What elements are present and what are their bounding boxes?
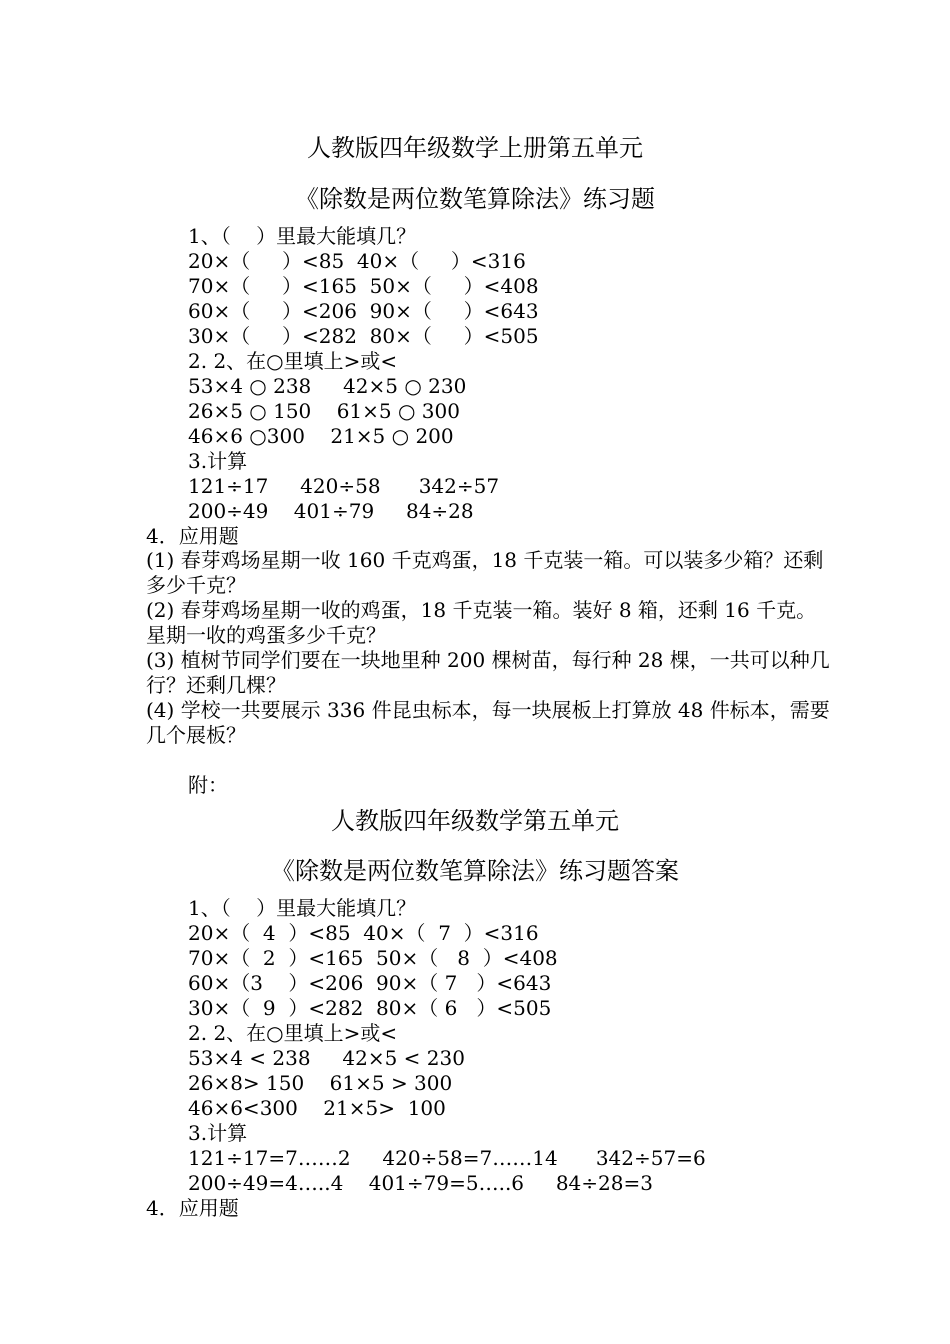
appendix-label: 附： xyxy=(188,773,228,797)
word-problem: (4) 学校一共要展示 336 件昆虫标本，每一块展板上打算放 48 件标本，需要几个展板？ xyxy=(146,698,830,747)
q1-line: 30×（ ）<282 80×（ ）<505 xyxy=(188,324,539,348)
answer-q1-line: 70×（ 2 ）<165 50×（ 8 ）<408 xyxy=(188,946,558,970)
word-problem: (2) 春芽鸡场星期一收的鸡蛋，18 千克装一箱。装好 8 箱，还剩 16 千克。星期一收的鸡蛋多少千克？ xyxy=(146,598,817,647)
answer-q1-line: 20×（ 4 ）<85 40×（ 7 ）<316 xyxy=(188,921,539,945)
word-problem: (1) 春芽鸡场星期一收 160 千克鸡蛋，18 千克装一箱。可以装多少箱？还剩多少千克？ xyxy=(146,548,824,597)
answer-q1-heading: 1、（ ）里最大能填几？ xyxy=(188,896,417,920)
answer-q2-line: 53×4 < 238 42×5 < 230 xyxy=(188,1046,465,1070)
q2-heading: 2. 2、在○里填上>或< xyxy=(188,349,398,373)
word-problem: (3) 植树节同学们要在一块地里种 200 棵树苗，每行种 28 棵，一共可以种几行？还剩几棵？ xyxy=(146,648,830,697)
answer-q3-line: 121÷17=7……2 420÷58=7……14 342÷57=6 xyxy=(188,1146,706,1170)
answer-q1-line: 60×（3 ）<206 90×（ 7 ）<643 xyxy=(188,971,552,995)
q2-line: 53×4 ○ 238 42×5 ○ 230 xyxy=(188,374,467,398)
q3-line: 121÷17 420÷58 342÷57 xyxy=(188,474,500,498)
answer-q3-line: 200÷49=4…..4 401÷79=5…..6 84÷28=3 xyxy=(188,1171,653,1195)
q1-line: 70×（ ）<165 50×（ ）<408 xyxy=(188,274,539,298)
answer-q4-heading: 4．应用题 xyxy=(146,1196,239,1220)
worksheet-subtitle: 《除数是两位数笔算除法》练习题 xyxy=(295,185,655,213)
q1-line: 20×（ ）<85 40×（ ）<316 xyxy=(188,249,526,273)
q1-heading: 1、（ ）里最大能填几？ xyxy=(188,224,417,248)
q2-line: 26×5 ○ 150 61×5 ○ 300 xyxy=(188,399,460,423)
q1-line: 60×（ ）<206 90×（ ）<643 xyxy=(188,299,539,323)
answer-q3-heading: 3.计算 xyxy=(188,1121,248,1145)
answer-q2-line: 26×8> 150 61×5 > 300 xyxy=(188,1071,453,1095)
q4-heading: 4．应用题 xyxy=(146,524,239,548)
q2-line: 46×6 ○300 21×5 ○ 200 xyxy=(188,424,454,448)
answer-q1-line: 30×（ 9 ）<282 80×（ 6 ）<505 xyxy=(188,996,552,1020)
q3-heading: 3.计算 xyxy=(188,449,248,473)
answer-q2-line: 46×6<300 21×5> 100 xyxy=(188,1096,446,1120)
answer-q2-heading: 2. 2、在○里填上>或< xyxy=(188,1021,398,1045)
answers-title: 人教版四年级数学第五单元 xyxy=(331,807,619,835)
worksheet-title: 人教版四年级数学上册第五单元 xyxy=(307,134,643,162)
q3-line: 200÷49 401÷79 84÷28 xyxy=(188,499,474,523)
answers-subtitle: 《除数是两位数笔算除法》练习题答案 xyxy=(271,857,679,885)
